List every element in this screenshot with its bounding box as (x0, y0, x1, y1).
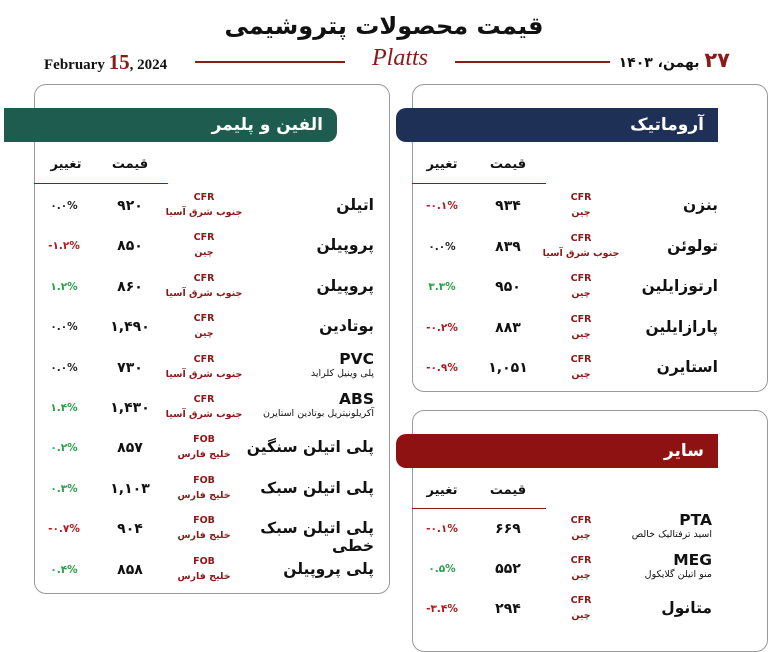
product-label: ارتوزایلین (641, 277, 718, 296)
term-region: خلیج فارس (177, 449, 231, 461)
olefin-header-line (34, 183, 168, 184)
olefin-col-change: تغییر (50, 157, 82, 172)
table-row (36, 429, 386, 469)
term-code: CFR (570, 515, 592, 526)
product-name (236, 390, 374, 419)
product-name (236, 479, 374, 497)
product-name (236, 560, 374, 578)
product-subtitle: آکریلونیتریل بوتادین استایرن (262, 408, 374, 419)
date-fa-day: ۲۷ (704, 48, 730, 72)
price-value: ۵۵۲ (495, 561, 521, 578)
term-region: چین (571, 328, 591, 340)
product-name (614, 358, 718, 376)
change-value: -۰.۷% (48, 523, 80, 536)
delivery-term (536, 271, 626, 301)
table-row (36, 187, 386, 227)
change-value: ۳.۳% (428, 281, 456, 294)
change-value: ۰.۲% (50, 442, 78, 455)
table-row (36, 510, 386, 556)
table-row (414, 349, 764, 389)
product-name (614, 551, 712, 580)
term-region: چین (571, 610, 591, 622)
change-value: ۰.۴% (50, 563, 78, 576)
term-region: چین (571, 288, 591, 300)
delivery-term (536, 312, 626, 342)
term-code: CFR (570, 273, 592, 285)
term-region: چین (571, 207, 591, 218)
product-name (614, 237, 718, 255)
table-row (414, 187, 764, 227)
change-value: ۱.۲% (50, 280, 78, 293)
table-row (414, 228, 764, 268)
price-value: ۱,۰۵۱ (488, 360, 528, 377)
platts-logo: Platts (371, 45, 428, 71)
term-code: CFR (570, 192, 592, 203)
price-value: ۹۳۴ (495, 198, 521, 214)
product-label: ABS (339, 390, 374, 408)
delivery-term (536, 593, 626, 623)
other-col-change: تغییر (426, 483, 458, 498)
date-year: , 2024 (129, 57, 168, 73)
product-name (614, 599, 712, 617)
price-value: ۱,۱۰۳ (110, 480, 150, 497)
change-value: -۳.۴% (426, 603, 458, 616)
product-name (614, 511, 712, 540)
date-day: 15 (108, 50, 130, 74)
table-row (36, 389, 386, 429)
price-value: ۲۹۴ (495, 601, 521, 618)
product-label: پلی اتیلن سبک (260, 478, 374, 497)
term-code: CFR (193, 192, 215, 203)
term-region: خلیج فارس (177, 570, 231, 582)
product-name (614, 318, 718, 336)
product-subtitle: منو اتیلن گلایکول (644, 569, 712, 581)
term-region: چین (571, 530, 591, 541)
change-value: ۰.۰% (428, 240, 456, 253)
product-name (236, 277, 374, 295)
table-row (414, 510, 764, 550)
term-region: جنوب شرق آسیا (165, 207, 243, 218)
price-value: ۷۳۰ (117, 359, 143, 376)
term-code: FOB (193, 555, 215, 567)
price-value: ۸۵۰ (117, 238, 143, 255)
change-value: ۰.۰% (50, 321, 78, 334)
price-value: ۸۵۸ (117, 561, 143, 578)
price-value: ۹۰۴ (117, 521, 143, 538)
change-value: -۰.۱% (426, 200, 458, 212)
change-value: -۰.۲% (426, 321, 458, 334)
delivery-term (536, 352, 626, 382)
table-row (36, 470, 386, 510)
other-header-line (412, 508, 546, 509)
delivery-term (536, 190, 626, 220)
change-value: ۰.۰% (50, 200, 78, 212)
price-value: ۸۸۳ (495, 319, 521, 336)
price-value: ۹۲۰ (117, 198, 143, 214)
product-label: تولوئن (667, 236, 718, 255)
product-label: پلی پروپیلن (283, 559, 374, 578)
change-value: ۱.۴% (50, 402, 78, 414)
product-label: پروپیلن (316, 276, 374, 295)
product-label: بنزن (682, 196, 718, 214)
product-label: پروپیلن (316, 236, 374, 255)
term-region: خلیج فارس (177, 530, 231, 542)
product-name (236, 196, 374, 214)
term-code: FOB (193, 434, 215, 446)
term-region: جنوب شرق آسیا (165, 287, 243, 299)
term-code: CFR (193, 272, 215, 284)
date-fa-rest: بهمن، ۱۴۰۳ (618, 55, 700, 71)
table-row (414, 550, 764, 590)
product-label: پلی اتیلن سبک خطی (260, 519, 374, 556)
product-label: PVC (339, 349, 374, 368)
header-divider-left (195, 61, 345, 63)
change-value: -۰.۹% (426, 362, 458, 375)
aromatic-col-change: تغییر (426, 157, 458, 172)
term-code: CFR (570, 555, 592, 567)
product-label: متانول (661, 599, 712, 618)
product-label: اتیلن (336, 196, 374, 214)
delivery-term (536, 513, 626, 543)
term-region: چین (194, 328, 214, 340)
term-code: CFR (193, 232, 215, 244)
product-name (236, 236, 374, 254)
term-code: CFR (570, 313, 592, 325)
term-code: CFR (193, 394, 215, 405)
page-title: قیمت محصولات پتروشیمی (224, 12, 544, 40)
term-region: خلیج فارس (177, 489, 231, 501)
term-code: CFR (570, 232, 592, 244)
date-gregorian (44, 50, 167, 75)
term-code: CFR (193, 353, 215, 365)
aromatic-col-price: قیمت (489, 157, 527, 172)
date-persian (619, 48, 730, 72)
product-name (614, 196, 718, 214)
change-value: ۰.۳% (50, 482, 78, 495)
aromatic-header-line (412, 183, 546, 184)
product-label: پارازایلین (645, 317, 718, 336)
header-divider-right (455, 61, 610, 63)
term-region: جنوب شرق آسیا (165, 368, 243, 380)
price-value: ۸۶۰ (117, 278, 143, 295)
term-region: چین (571, 369, 591, 381)
table-row (36, 349, 386, 389)
olefin-title: الفین و پلیمر (4, 108, 337, 142)
term-region: چین (194, 247, 214, 259)
product-subtitle: اسید ترفتالیک خالص (631, 529, 712, 540)
product-label: استایرن (656, 358, 718, 377)
price-value: ۱,۴۹۰ (110, 319, 150, 336)
date-month: February (44, 57, 105, 73)
price-value: ۹۵۰ (495, 279, 521, 296)
table-row (414, 590, 764, 630)
change-value: ۰.۵% (428, 563, 456, 576)
price-value: ۱,۴۳۰ (110, 400, 150, 416)
term-region: چین (571, 570, 591, 582)
term-code: CFR (570, 354, 592, 366)
change-value: -۰.۱% (426, 523, 458, 535)
term-region: جنوب شرق آسیا (542, 247, 620, 259)
table-row (36, 551, 386, 591)
table-row (36, 308, 386, 348)
term-code: FOB (193, 474, 215, 486)
term-code: FOB (193, 515, 215, 527)
table-row (414, 309, 764, 349)
delivery-term (536, 553, 626, 583)
table-row (414, 268, 764, 308)
table-row (36, 268, 386, 308)
other-col-price: قیمت (489, 483, 527, 498)
term-code: CFR (193, 313, 215, 325)
price-value: ۸۵۷ (117, 440, 143, 457)
product-label: PTA (679, 511, 712, 529)
olefin-col-price: قیمت (111, 157, 149, 172)
change-value: -۱.۲% (48, 240, 80, 253)
product-name (614, 277, 718, 295)
other-title: سایر (396, 434, 718, 468)
term-code: CFR (570, 595, 592, 607)
change-value: ۰.۰% (50, 361, 78, 374)
delivery-term (536, 231, 626, 261)
price-value: ۸۳۹ (495, 238, 521, 255)
product-label: MEG (673, 551, 712, 570)
product-name (236, 350, 374, 379)
table-row (36, 227, 386, 267)
aromatic-title: آروماتیک (396, 108, 718, 142)
product-subtitle: پلی وینیل کلراید (310, 367, 374, 379)
product-label: پلی اتیلن سنگین (246, 438, 374, 457)
term-region: جنوب شرق آسیا (165, 409, 243, 420)
product-label: بوتادین (319, 317, 374, 336)
product-name (236, 317, 374, 335)
price-value: ۶۶۹ (495, 521, 521, 537)
product-name (236, 438, 374, 456)
